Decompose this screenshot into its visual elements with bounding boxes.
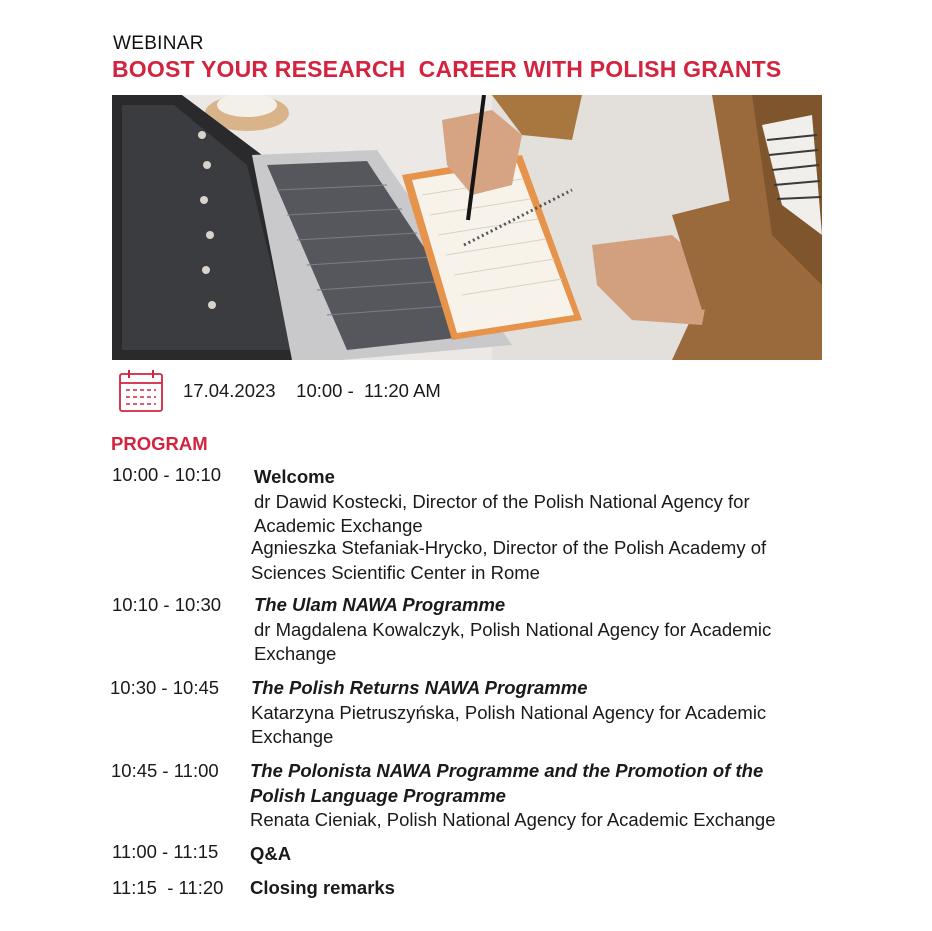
event-date-row <box>118 369 441 413</box>
agenda-item-polish-returns <box>251 676 831 750</box>
agenda-speaker: dr Magdalena Kowalczyk, Polish National Agency for Academic Exchange <box>254 618 772 664</box>
agenda-speaker: Renata Cieniak, Polish National Agency for Academic Exchange <box>250 809 776 830</box>
agenda-item-title: Welcome <box>254 466 335 487</box>
hero-photo <box>112 95 822 360</box>
agenda-time: 10:10 - 10:30 <box>112 594 222 615</box>
agenda-item-title: The Polish Returns NAWA Programme <box>251 677 588 698</box>
agenda-time: 10:00 - 10:10 <box>112 464 222 485</box>
agenda-speaker: dr Dawid Kostecki, Director of the Polish National Agency for Academic Exchange <box>254 490 750 536</box>
agenda-speaker-block <box>251 536 831 585</box>
agenda-speaker: Katarzyna Pietruszyńska, Polish National Agency for Academic Exchange <box>251 701 767 747</box>
calendar-icon <box>118 369 164 413</box>
webinar-kicker: WEBINAR <box>113 33 204 54</box>
agenda-item-welcome <box>254 465 834 539</box>
agenda-item-title: Closing remarks <box>250 877 395 898</box>
agenda-time: 10:45 - 11:00 <box>111 760 219 781</box>
agenda-item-ulam <box>254 593 834 667</box>
program-heading: PROGRAM <box>111 433 208 454</box>
agenda-time: 11:15 - 11:20 <box>112 877 224 898</box>
agenda-time: 11:00 - 11:15 <box>112 841 219 862</box>
agenda-item-title: Q&A <box>250 843 292 864</box>
event-date-time: 17.04.2023 10:00 - 11:20 AM <box>183 380 441 401</box>
agenda-item-title: The Ulam NAWA Programme <box>254 594 506 615</box>
agenda-item-closing <box>250 876 830 901</box>
agenda-item-title: The Polonista NAWA Programme and the Promotion of the Polish Language Programme <box>250 760 764 806</box>
agenda-speaker: Agnieszka Stefaniak-Hrycko, Director of the Polish Academy of Sciences Scientific Center in Rome <box>251 537 767 583</box>
page-title: BOOST YOUR RESEARCH CAREER WITH POLISH GRANTS <box>112 56 782 82</box>
agenda-time: 10:30 - 10:45 <box>110 677 220 698</box>
agenda-item-qa <box>250 842 830 867</box>
agenda-item-polonista <box>250 759 830 833</box>
